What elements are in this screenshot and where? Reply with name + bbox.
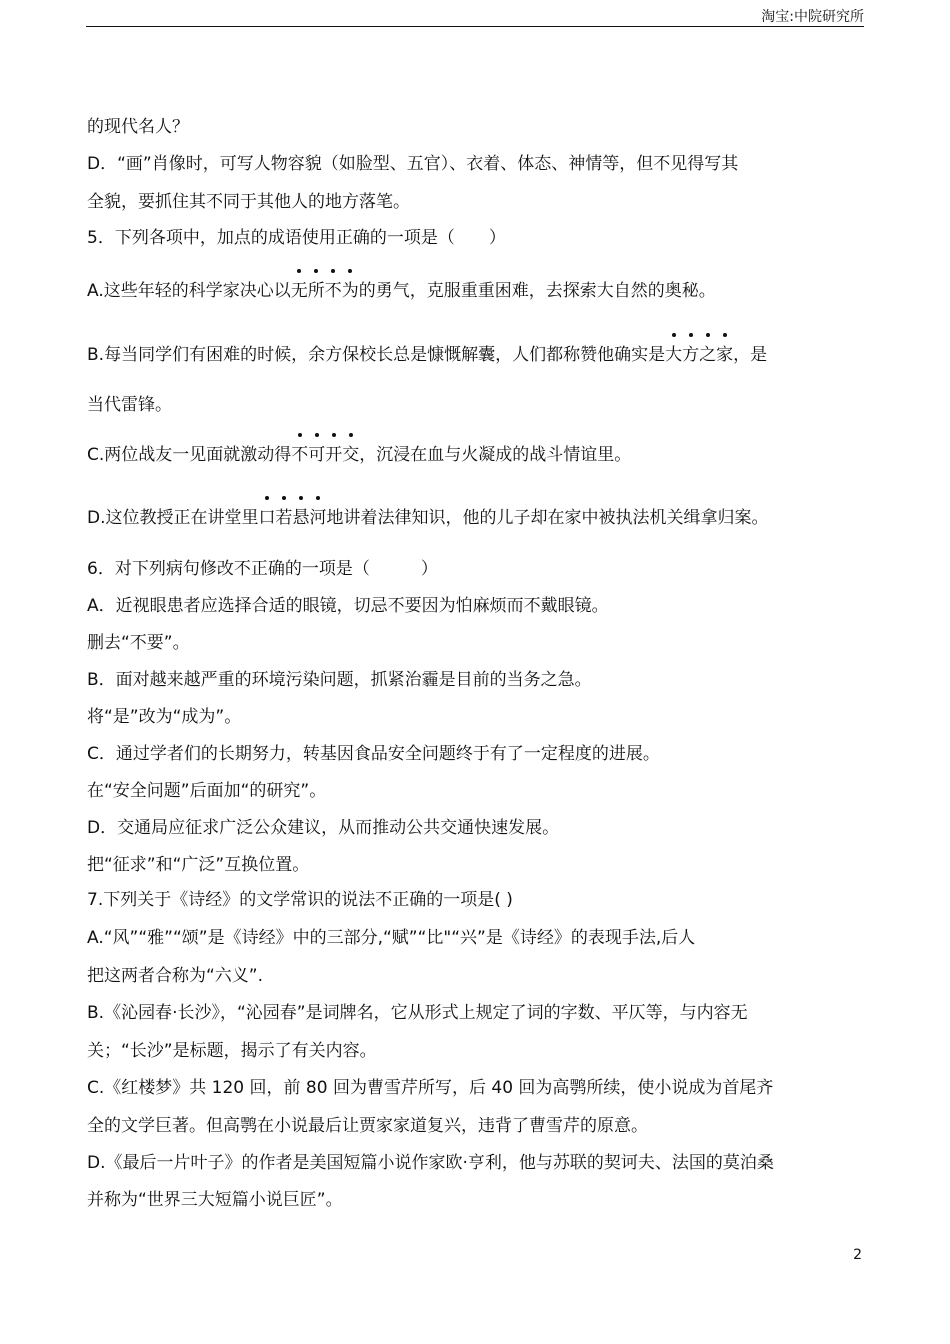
- text-line: 在“安全问题”后面加“的研究”。: [87, 781, 327, 801]
- text-line: [87, 506, 769, 530]
- emphasized-idiom: [291, 281, 359, 301]
- text-line: 5．下列各项中，加点的成语使用正确的一项是（ ）: [87, 228, 506, 248]
- emphasis-dot: [297, 269, 301, 273]
- emphasis-dot: [299, 496, 303, 500]
- text-line: D.《最后一片叶子》的作者是美国短篇小说作家欧·亨利，他与苏联的契诃夫、法国的莫泊桑: [87, 1153, 774, 1173]
- text-line: B.《沁园春·长沙》，“沁园春”是词牌名，它从形式上规定了词的字数、平仄等，与内容无: [87, 1003, 748, 1023]
- emphasized-char: 之: [699, 345, 716, 365]
- emphasized-idiom: [259, 508, 327, 528]
- emphasized-char: 不: [325, 281, 342, 301]
- text-line: 全的文学巨著。但高鹗在小说最后让贾家家道复兴，违背了曹雪芹的原意。: [87, 1116, 648, 1136]
- emphasis-dot: [265, 496, 269, 500]
- emphasis-dot: [315, 433, 319, 437]
- emphasized-char: 为: [342, 281, 359, 301]
- text-segment: 地讲着法律知识，他的儿子却在家中被执法机关缉拿归案。: [326, 508, 769, 528]
- text-line: 将“是”改为“成为”。: [87, 707, 242, 727]
- emphasis-dot: [672, 333, 676, 337]
- emphasis-dot: [282, 496, 286, 500]
- header-text: 淘宝:中院研究所: [761, 9, 864, 25]
- text-line: 把这两者合称为“六义”.: [87, 966, 264, 986]
- emphasized-char: 所: [308, 281, 325, 301]
- emphasis-dot: [348, 269, 352, 273]
- emphasis-dot: [706, 333, 710, 337]
- text-segment: C.两位战友一见面就激动得: [87, 445, 292, 465]
- emphasis-dot: [349, 433, 353, 437]
- text-line: 把“征求”和“广泛”互换位置。: [87, 855, 310, 875]
- text-line: 并称为“世界三大短篇小说巨匠”。: [87, 1190, 343, 1210]
- text-line: 当代雷锋。: [87, 395, 172, 415]
- page-number: 2: [853, 1247, 862, 1263]
- emphasized-char: 大: [665, 345, 682, 365]
- text-line: 7.下列关于《诗经》的文学常识的说法不正确的一项是( ): [87, 890, 513, 910]
- text-line: [87, 343, 767, 367]
- emphasized-char: 河: [310, 508, 327, 528]
- emphasized-char: 不: [291, 445, 308, 465]
- emphasized-char: 若: [276, 508, 293, 528]
- text-line: C.《红楼梦》共 120 回，前 80 回为曹雪芹所写，后 40 回为高鹗所续，使小说成为首尾齐: [87, 1078, 774, 1098]
- emphasis-dot: [332, 433, 336, 437]
- emphasis-dot: [331, 269, 335, 273]
- emphasis-dot: [723, 333, 727, 337]
- text-line: B．面对越来越严重的环境污染问题，抓紧治霾是目前的当务之急。: [87, 670, 592, 690]
- text-line: D．交通局应征求广泛公众建议，从而推动公共交通快速发展。: [87, 818, 560, 838]
- emphasized-idiom: [291, 445, 359, 465]
- emphasized-char: 可: [308, 445, 325, 465]
- text-segment: D.这位教授正在讲堂里: [87, 508, 259, 528]
- text-line: A．近视眼患者应选择合适的眼镜，切忌不要因为怕麻烦而不戴眼镜。: [87, 596, 609, 616]
- emphasized-char: 开: [325, 445, 342, 465]
- text-line: 的现代名人？: [87, 117, 189, 137]
- text-line: 删去“不要”。: [87, 633, 190, 653]
- emphasized-char: 悬: [293, 508, 310, 528]
- text-line: 关；“长沙”是标题，揭示了有关内容。: [87, 1041, 377, 1061]
- emphasis-dot: [298, 433, 302, 437]
- text-segment: ，是: [733, 345, 768, 365]
- text-segment: B.每当同学们有困难的时候，余方保校长总是慷慨解囊，人们都称赞他确实是: [87, 345, 666, 365]
- text-line: C．通过学者们的长期努力，转基因食品安全问题终于有了一定程度的进展。: [87, 744, 660, 764]
- emphasized-char: 交: [342, 445, 359, 465]
- emphasis-dot: [689, 333, 693, 337]
- text-line: [87, 443, 631, 467]
- text-segment: 的勇气，克服重重困难，去探索大自然的奥秘。: [358, 281, 716, 301]
- emphasis-dot: [316, 496, 320, 500]
- text-segment: A.这些年轻的科学家决心以: [87, 281, 291, 301]
- emphasized-char: 口: [259, 508, 276, 528]
- emphasized-char: 无: [291, 281, 308, 301]
- header-rule: [86, 26, 864, 27]
- text-line: 6．对下列病句修改不正确的一项是（ ）: [87, 559, 438, 579]
- emphasis-dot: [314, 269, 318, 273]
- text-segment: ，沉浸在血与火凝成的战斗情谊里。: [359, 445, 632, 465]
- text-line: D．“画”肖像时，可写人物容貌（如脸型、五官）、衣着、体态、神情等，但不见得写其: [87, 154, 739, 174]
- emphasized-idiom: [665, 345, 733, 365]
- text-line: A.“风”“雅”“颂”是《诗经》中的三部分,“赋”“比"“兴”是《诗经》的表现手法,后人: [87, 928, 696, 948]
- emphasized-char: 家: [716, 345, 733, 365]
- text-line: [87, 279, 716, 303]
- text-line: 全貌，要抓住其不同于其他人的地方落笔。: [87, 192, 410, 212]
- emphasized-char: 方: [682, 345, 699, 365]
